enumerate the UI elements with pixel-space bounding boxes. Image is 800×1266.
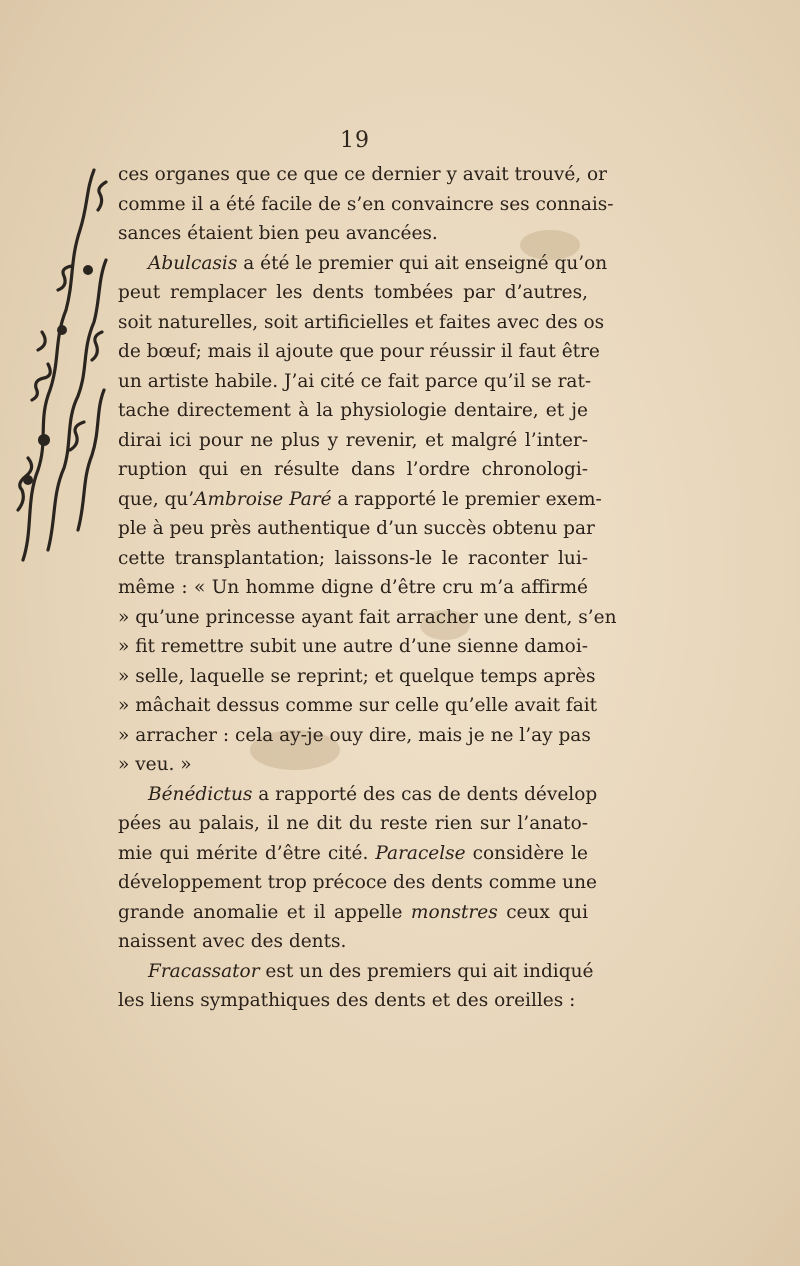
text-segment: développement trop précoce des dents comme une (118, 872, 597, 893)
text-line (118, 839, 588, 869)
text-segment: comme il a été facile de s’en convaincre ses connais- (118, 193, 614, 215)
text-segment: sances étaient bien peu avancées. (118, 223, 438, 244)
text-segment: naissent avec des dents. (118, 931, 347, 952)
text-line (118, 160, 608, 190)
text-line (118, 898, 588, 928)
text-segment: » veu. » (118, 754, 192, 775)
text-line (118, 662, 596, 692)
text-segment: mie qui mérite d’être cité. (118, 842, 376, 864)
text-segment: un artiste habile. J’ai cité ce fait parce qu’il se rat- (118, 370, 592, 392)
text-line (118, 219, 588, 249)
text-line (118, 190, 614, 220)
handwritten-margin-note (8, 150, 118, 570)
text-segment: a rapporté des cas de dents dévelop (252, 783, 598, 805)
text-segment: est un des premiers qui ait indiqué (259, 960, 594, 982)
text-line (118, 278, 588, 308)
text-segment: que, qu’ (118, 488, 195, 510)
text-line (118, 780, 598, 810)
italic-name: Fracassator (148, 960, 260, 982)
text-line (118, 750, 588, 780)
italic-name: Abulcasis (148, 252, 238, 274)
text-line (118, 721, 591, 751)
text-line (118, 455, 588, 485)
text-segment: peut remplacer les dents tombées par d’autres, (118, 282, 588, 303)
text-line (118, 927, 588, 957)
text-line (118, 986, 588, 1016)
text-segment: cette transplantation; laissons-le le raconter lui- (118, 547, 588, 569)
text-segment: a été le premier qui ait enseigné qu’on (237, 252, 608, 274)
text-line (118, 308, 605, 338)
text-line (118, 573, 588, 603)
text-segment: ruption qui en résulte dans l’ordre chronologi- (118, 459, 588, 480)
text-segment: » mâchait dessus comme sur celle qu’elle avait fait (118, 695, 598, 716)
text-line (118, 367, 592, 397)
text-line (118, 249, 608, 279)
text-segment: les liens sympathiques des dents et des oreilles : (118, 990, 576, 1011)
text-segment: » arracher : cela ay-je ouy dire, mais je ne l’ay pas (118, 724, 591, 746)
text-segment: dirai ici pour ne plus y revenir, et malgré l’inter- (118, 429, 588, 451)
text-segment: grande anomalie et il appelle (118, 901, 411, 923)
text-line (118, 514, 595, 544)
text-line (118, 603, 617, 633)
page-number: 19 (340, 128, 370, 153)
text-line (118, 396, 588, 426)
italic-name: Paracelse (375, 842, 466, 864)
text-segment: ces organes que ce que ce dernier y avait trouvé, or (118, 164, 608, 185)
text-line (118, 809, 588, 839)
text-line (118, 868, 597, 898)
text-segment: soit naturelles, soit artificielles et faites avec des os (118, 311, 605, 333)
text-line (118, 957, 594, 987)
text-segment: considère le (465, 842, 588, 864)
text-segment: pées au palais, il ne dit du reste rien sur l’anato- (118, 813, 588, 834)
text-line (118, 544, 588, 574)
text-segment: ceux qui (497, 901, 589, 923)
text-line (118, 337, 600, 367)
text-line (118, 691, 598, 721)
text-segment: tache directement à la physiologie dentaire, et je (118, 400, 588, 421)
text-segment: même : « Un homme digne d’être cru m’a affirmé (118, 577, 588, 598)
italic-name: monstres (410, 901, 498, 923)
italic-name: Bénédictus (148, 783, 253, 805)
italic-name: Ambroise Paré (194, 488, 332, 510)
text-line (118, 485, 602, 515)
body-text (118, 160, 617, 1016)
handwriting-scribble-icon (8, 150, 118, 570)
text-line (118, 426, 588, 456)
text-segment: » fit remettre subit une autre d’une sienne damoi- (118, 636, 588, 657)
text-line (118, 632, 588, 662)
text-segment: ple à peu près authentique d’un succès obtenu par (118, 518, 595, 539)
text-segment: » selle, laquelle se reprint; et quelque temps après (118, 665, 596, 687)
text-segment: a rapporté le premier exem- (331, 488, 602, 510)
text-segment: de bœuf; mais il ajoute que pour réussir il faut être (118, 341, 600, 362)
text-segment: » qu’une princesse ayant fait arracher une dent, s’en (118, 606, 617, 628)
